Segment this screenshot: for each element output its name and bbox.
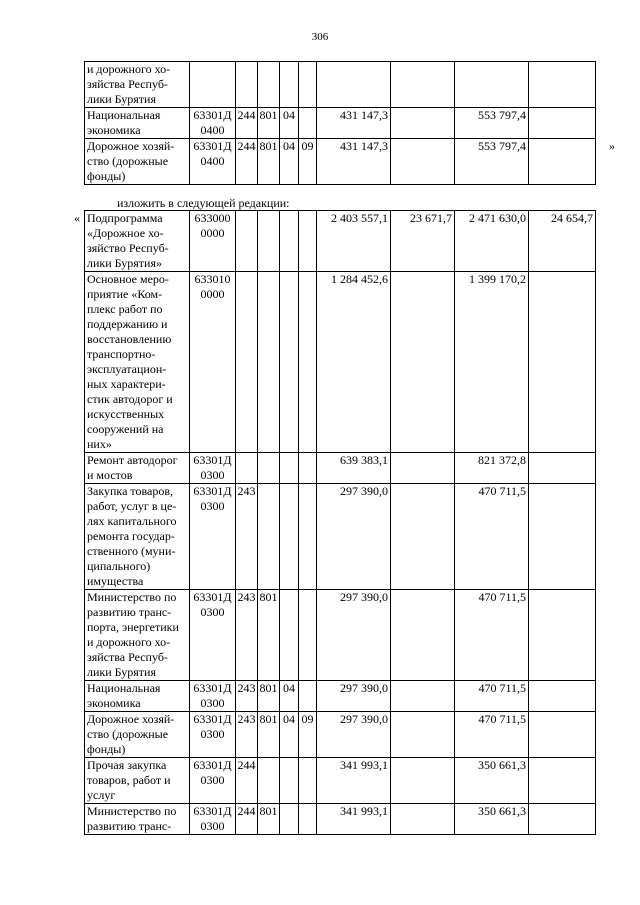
expense-type-code xyxy=(236,272,258,453)
section-code xyxy=(280,211,299,272)
amount-year2: 2 471 630,0 xyxy=(455,211,529,272)
page-number: 306 xyxy=(311,31,329,43)
expense-type-code: 243 xyxy=(236,712,258,758)
row-name: Закупка товаров, работ, услуг в це- лях капитального ремонта государ- ственного (муни- ципального) имущества xyxy=(85,484,190,590)
department-code xyxy=(258,211,280,272)
amount-year1-federal xyxy=(391,272,455,453)
expense-type-code xyxy=(236,62,258,108)
section-code: 04 xyxy=(280,712,299,758)
amount-year1: 2 403 557,1 xyxy=(317,211,391,272)
row-name: Основное меро- приятие «Ком- плекс работ по поддержанию и восстановлению транспортно- эксплуатацион- ных характери- стик автодорог и искусственных сооружений на них» xyxy=(85,272,190,453)
amount-year1 xyxy=(317,62,391,108)
expense-type-code: 244 xyxy=(236,804,258,835)
expense-type-code: 243 xyxy=(236,590,258,681)
table-row xyxy=(85,139,596,185)
amount-year2-federal: 24 654,7 xyxy=(529,211,596,272)
department-code xyxy=(258,453,280,484)
section-code xyxy=(280,590,299,681)
expense-type-code: 243 xyxy=(236,681,258,712)
amount-year1: 639 383,1 xyxy=(317,453,391,484)
target-article-code xyxy=(190,62,236,108)
opening-quote: « xyxy=(74,211,80,225)
table-row xyxy=(85,484,596,590)
row-name: Подпрограмма «Дорожное хо- зяйство Респуб- лики Бурятия» xyxy=(85,211,190,272)
subsection-code xyxy=(299,681,317,712)
expense-type-code: 244 xyxy=(236,108,258,139)
row-name: Дорожное хозяй- ство (дорожные фонды) xyxy=(85,712,190,758)
section-code xyxy=(280,804,299,835)
row-name: Национальная экономика xyxy=(85,108,190,139)
amount-year1-federal xyxy=(391,108,455,139)
table-row xyxy=(85,108,596,139)
subsection-code xyxy=(299,758,317,804)
target-article-code: 633000 0000 xyxy=(190,211,236,272)
row-name: Национальная экономика xyxy=(85,681,190,712)
row-name: Министерство по развитию транс- xyxy=(85,804,190,835)
target-article-code: 63301Д 0300 xyxy=(190,712,236,758)
target-article-code: 63301Д 0300 xyxy=(190,758,236,804)
section-code xyxy=(280,758,299,804)
amount-year2: 821 372,8 xyxy=(455,453,529,484)
expense-type-code xyxy=(236,453,258,484)
amount-year1: 1 284 452,6 xyxy=(317,272,391,453)
amount-year1-federal xyxy=(391,453,455,484)
table-row xyxy=(85,681,596,712)
table-row xyxy=(85,590,596,681)
amount-year1-federal xyxy=(391,712,455,758)
subsection-code xyxy=(299,484,317,590)
row-name: Дорожное хозяй- ство (дорожные фонды) xyxy=(85,139,190,185)
amount-year2: 470 711,5 xyxy=(455,712,529,758)
amount-year2: 1 399 170,2 xyxy=(455,272,529,453)
section-code: 04 xyxy=(280,108,299,139)
amount-year2: 470 711,5 xyxy=(455,681,529,712)
amount-year2: 350 661,3 xyxy=(455,758,529,804)
amount-year2-federal xyxy=(529,484,596,590)
department-code xyxy=(258,272,280,453)
table-row xyxy=(85,804,596,835)
subsection-code: 09 xyxy=(299,712,317,758)
amount-year1-federal xyxy=(391,758,455,804)
amount-year1-federal xyxy=(391,681,455,712)
amount-year1-federal xyxy=(391,62,455,108)
subsection-code xyxy=(299,590,317,681)
budget-table-new-edition xyxy=(84,210,596,835)
amount-year2-federal xyxy=(529,453,596,484)
amount-year2-federal xyxy=(529,108,596,139)
amount-year2 xyxy=(455,62,529,108)
department-code xyxy=(258,758,280,804)
amount-year2-federal xyxy=(529,62,596,108)
amount-year1: 297 390,0 xyxy=(317,712,391,758)
department-code: 801 xyxy=(258,139,280,185)
subsection-code xyxy=(299,453,317,484)
row-name: и дорожного хо- зяйства Респуб- лики Бурятия xyxy=(85,62,190,108)
target-article-code: 63301Д 0300 xyxy=(190,804,236,835)
table-row xyxy=(85,712,596,758)
expense-type-code: 244 xyxy=(236,139,258,185)
row-name: Министерство по развитию транс- порта, энергетики и дорожного хо- зяйства Респуб- лики Бурятия xyxy=(85,590,190,681)
section-code: 04 xyxy=(280,139,299,185)
target-article-code: 63301Д 0300 xyxy=(190,453,236,484)
department-code: 801 xyxy=(258,590,280,681)
subsection-code xyxy=(299,108,317,139)
amount-year2: 470 711,5 xyxy=(455,590,529,681)
amount-year1: 297 390,0 xyxy=(317,681,391,712)
amount-year1: 341 993,1 xyxy=(317,758,391,804)
row-name: Ремонт автодорог и мостов xyxy=(85,453,190,484)
department-code: 801 xyxy=(258,712,280,758)
subsection-code xyxy=(299,272,317,453)
amount-year2-federal xyxy=(529,590,596,681)
section-code xyxy=(280,272,299,453)
amount-year1: 297 390,0 xyxy=(317,590,391,681)
amount-year1-federal xyxy=(391,139,455,185)
department-code: 801 xyxy=(258,804,280,835)
expense-type-code: 244 xyxy=(236,758,258,804)
budget-table-continuation xyxy=(84,61,596,185)
table-row xyxy=(85,62,596,108)
amount-year2-federal xyxy=(529,758,596,804)
section-code xyxy=(280,453,299,484)
target-article-code: 63301Д 0300 xyxy=(190,484,236,590)
closing-quote: » xyxy=(609,139,615,153)
section-code: 04 xyxy=(280,681,299,712)
table-row xyxy=(85,453,596,484)
amount-year2: 553 797,4 xyxy=(455,108,529,139)
amount-year2: 350 661,3 xyxy=(455,804,529,835)
amount-year2: 470 711,5 xyxy=(455,484,529,590)
section-code xyxy=(280,484,299,590)
amount-year1-federal: 23 671,7 xyxy=(391,211,455,272)
amount-year1-federal xyxy=(391,804,455,835)
row-name: Прочая закупка товаров, работ и услуг xyxy=(85,758,190,804)
amount-year1-federal xyxy=(391,484,455,590)
amount-year1: 431 147,3 xyxy=(317,108,391,139)
target-article-code: 63301Д 0400 xyxy=(190,139,236,185)
amount-year1: 431 147,3 xyxy=(317,139,391,185)
subsection-code xyxy=(299,62,317,108)
subsection-code xyxy=(299,804,317,835)
target-article-code: 63301Д 0300 xyxy=(190,590,236,681)
section-code xyxy=(280,62,299,108)
department-code xyxy=(258,62,280,108)
table-row xyxy=(85,211,596,272)
amount-year2: 553 797,4 xyxy=(455,139,529,185)
subsection-code: 09 xyxy=(299,139,317,185)
amount-year1-federal xyxy=(391,590,455,681)
target-article-code: 63301Д 0300 xyxy=(190,681,236,712)
amount-year2-federal xyxy=(529,139,596,185)
table-row xyxy=(85,272,596,453)
department-code: 801 xyxy=(258,681,280,712)
amount-year1: 297 390,0 xyxy=(317,484,391,590)
table-row xyxy=(85,758,596,804)
amount-year2-federal xyxy=(529,681,596,712)
amount-year1: 341 993,1 xyxy=(317,804,391,835)
department-code xyxy=(258,484,280,590)
target-article-code: 63301Д 0400 xyxy=(190,108,236,139)
amount-year2-federal xyxy=(529,804,596,835)
expense-type-code: 243 xyxy=(236,484,258,590)
subsection-code xyxy=(299,211,317,272)
target-article-code: 633010 0000 xyxy=(190,272,236,453)
department-code: 801 xyxy=(258,108,280,139)
amount-year2-federal xyxy=(529,712,596,758)
amount-year2-federal xyxy=(529,272,596,453)
expense-type-code xyxy=(236,211,258,272)
instruction-text: изложить в следующей редакции: xyxy=(117,196,290,210)
